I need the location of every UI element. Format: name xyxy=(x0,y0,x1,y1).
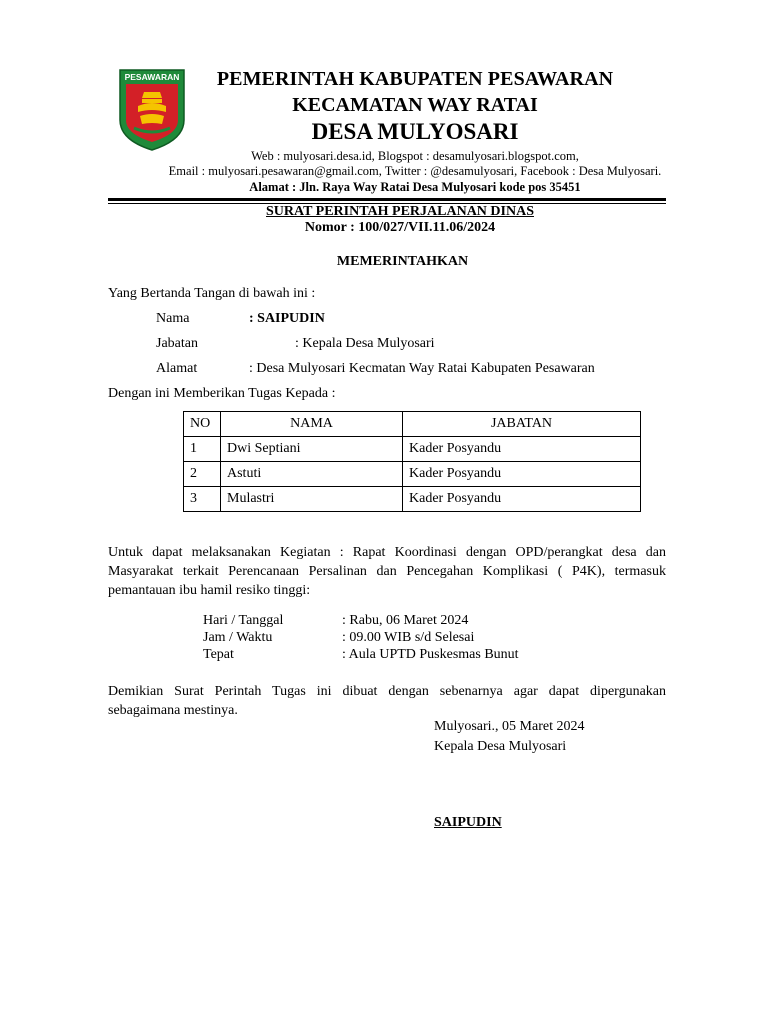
signer-position-label: Jabatan xyxy=(156,336,198,351)
table-cell-position: Kader Posyandu xyxy=(403,437,641,462)
signer-name-value: : SAIPUDIN xyxy=(249,311,325,326)
header-village: DESA MULYOSARI xyxy=(311,119,519,144)
table-header-position: JABATAN xyxy=(403,412,641,437)
table-header-name: NAMA xyxy=(221,412,403,437)
header-contacts: Email : mulyosari.pesawaran@gmail.com, Twitter : @desamulyosari, Facebook : Desa Mulyosari. xyxy=(168,164,662,178)
pesawaran-crest-icon xyxy=(118,68,186,152)
schedule-place-value: : Aula UPTD Puskesmas Bunut xyxy=(342,647,519,662)
table-row xyxy=(184,462,641,487)
table-cell-position: Kader Posyandu xyxy=(403,487,641,512)
place-date: Mulyosari., 05 Maret 2024 xyxy=(434,719,585,734)
signature-name: SAIPUDIN xyxy=(434,815,502,830)
table-cell-name: Dwi Septiani xyxy=(221,437,403,462)
purpose-paragraph: Untuk dapat melaksanakan Kegiatan : Rapat Koordinasi dengan OPD/perangkat desa dan Masyarakat terkait Perencanaan Persalinan dan Pencegahan Komplikasi ( P4K), termasuk pemantauan ibu hamil resiko tinggi: xyxy=(108,545,666,598)
table-cell-no: 1 xyxy=(184,437,221,462)
table-row xyxy=(184,437,641,462)
task-intro-text: Dengan ini Memberikan Tugas Kepada : xyxy=(108,386,336,401)
signer-address-label: Alamat xyxy=(156,361,198,376)
signature-title: Kepala Desa Mulyosari xyxy=(434,739,567,754)
document-number: Nomor : 100/027/VII.11.06/2024 xyxy=(304,220,496,235)
table-cell-name: Astuti xyxy=(221,462,403,487)
signer-name-label: Nama xyxy=(156,311,190,326)
intro-text: Yang Bertanda Tangan di bawah ini : xyxy=(108,286,316,301)
header-district: KECAMATAN WAY RATAI xyxy=(292,94,538,116)
table-header-row xyxy=(184,412,641,437)
schedule-day-label: Hari / Tanggal xyxy=(203,613,284,628)
table-row xyxy=(184,487,641,512)
schedule-time-value: : 09.00 WIB s/d Selesai xyxy=(342,630,475,645)
assignee-table xyxy=(183,411,641,512)
table-cell-no: 2 xyxy=(184,462,221,487)
table-header-no: NO xyxy=(184,412,221,437)
table-cell-no: 3 xyxy=(184,487,221,512)
header-web: Web : mulyosari.desa.id, Blogspot : desamulyosari.blogspot.com, xyxy=(251,149,579,163)
schedule-place-label: Tepat xyxy=(203,647,234,662)
schedule-day-value: : Rabu, 06 Maret 2024 xyxy=(342,613,469,628)
table-cell-name: Mulastri xyxy=(221,487,403,512)
signer-position-value: : Kepala Desa Mulyosari xyxy=(295,336,435,351)
header-address: Alamat : Jln. Raya Way Ratai Desa Mulyosari kode pos 35451 xyxy=(249,180,581,194)
logo-text: PESAWARAN xyxy=(124,72,180,82)
signer-address-value: : Desa Mulyosari Kecmatan Way Ratai Kabupaten Pesawaran xyxy=(249,361,595,376)
schedule-time-label: Jam / Waktu xyxy=(203,630,273,645)
header-government: PEMERINTAH KABUPATEN PESAWARAN xyxy=(216,68,614,90)
header-divider-thick xyxy=(108,198,666,201)
document-heading: MEMERINTAHKAN xyxy=(336,254,469,269)
closing-paragraph: Demikian Surat Perintah Tugas ini dibuat dengan sebenarnya agar dapat dipergunakan sebagaimana mestinya. xyxy=(108,684,666,718)
pesawaran-logo xyxy=(118,68,186,152)
document-title: SURAT PERINTAH PERJALANAN DINAS xyxy=(266,204,534,219)
table-cell-position: Kader Posyandu xyxy=(403,462,641,487)
